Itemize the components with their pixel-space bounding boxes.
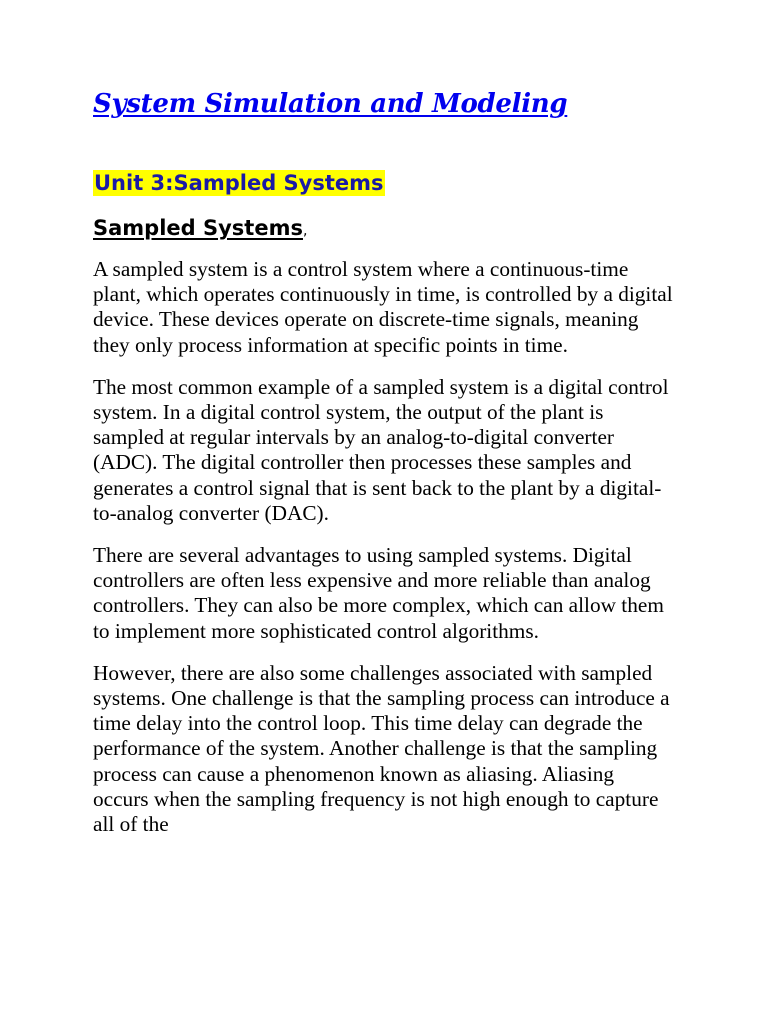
section-heading xyxy=(93,214,307,245)
unit-heading: Unit 3:Sampled Systems xyxy=(94,171,384,195)
section-heading-text: Sampled Systems xyxy=(93,216,303,240)
paragraph-2: The most common example of a sampled system is a digital control system. In a digital control system, the output of the plant is sampled at regular intervals by an analog-to-digital converter (ADC). The digital controller then processes these samples and generates a control signal that is sent back to the plant by a digital-to-analog converter (DAC). xyxy=(93,374,669,525)
paragraph-4: However, there are also some challenges associated with sampled systems. One challenge is that the sampling process can introduce a time delay into the control loop. This time delay can degrade the performance of the system. Another challenge is that the sampling process can cause a phenomenon known as aliasing. Aliasing occurs when the sampling frequency is not high enough to capture all of the xyxy=(93,660,670,837)
document-title: System Simulation and Modeling xyxy=(93,89,568,119)
section-heading-suffix: , xyxy=(302,223,308,239)
paragraph-3: There are several advantages to using sampled systems. Digital controllers are often less expensive and more reliable than analog controllers. They can also be more complex, which can allow them to implement more sophisticated control algorithms. xyxy=(93,543,664,643)
body-text xyxy=(93,257,673,854)
paragraph-1: A sampled system is a control system where a continuous-time plant, which operates continuously in time, is controlled by a digital device. These devices operate on discrete-time signals, meaning they only process information at specific points in time. xyxy=(93,257,673,357)
